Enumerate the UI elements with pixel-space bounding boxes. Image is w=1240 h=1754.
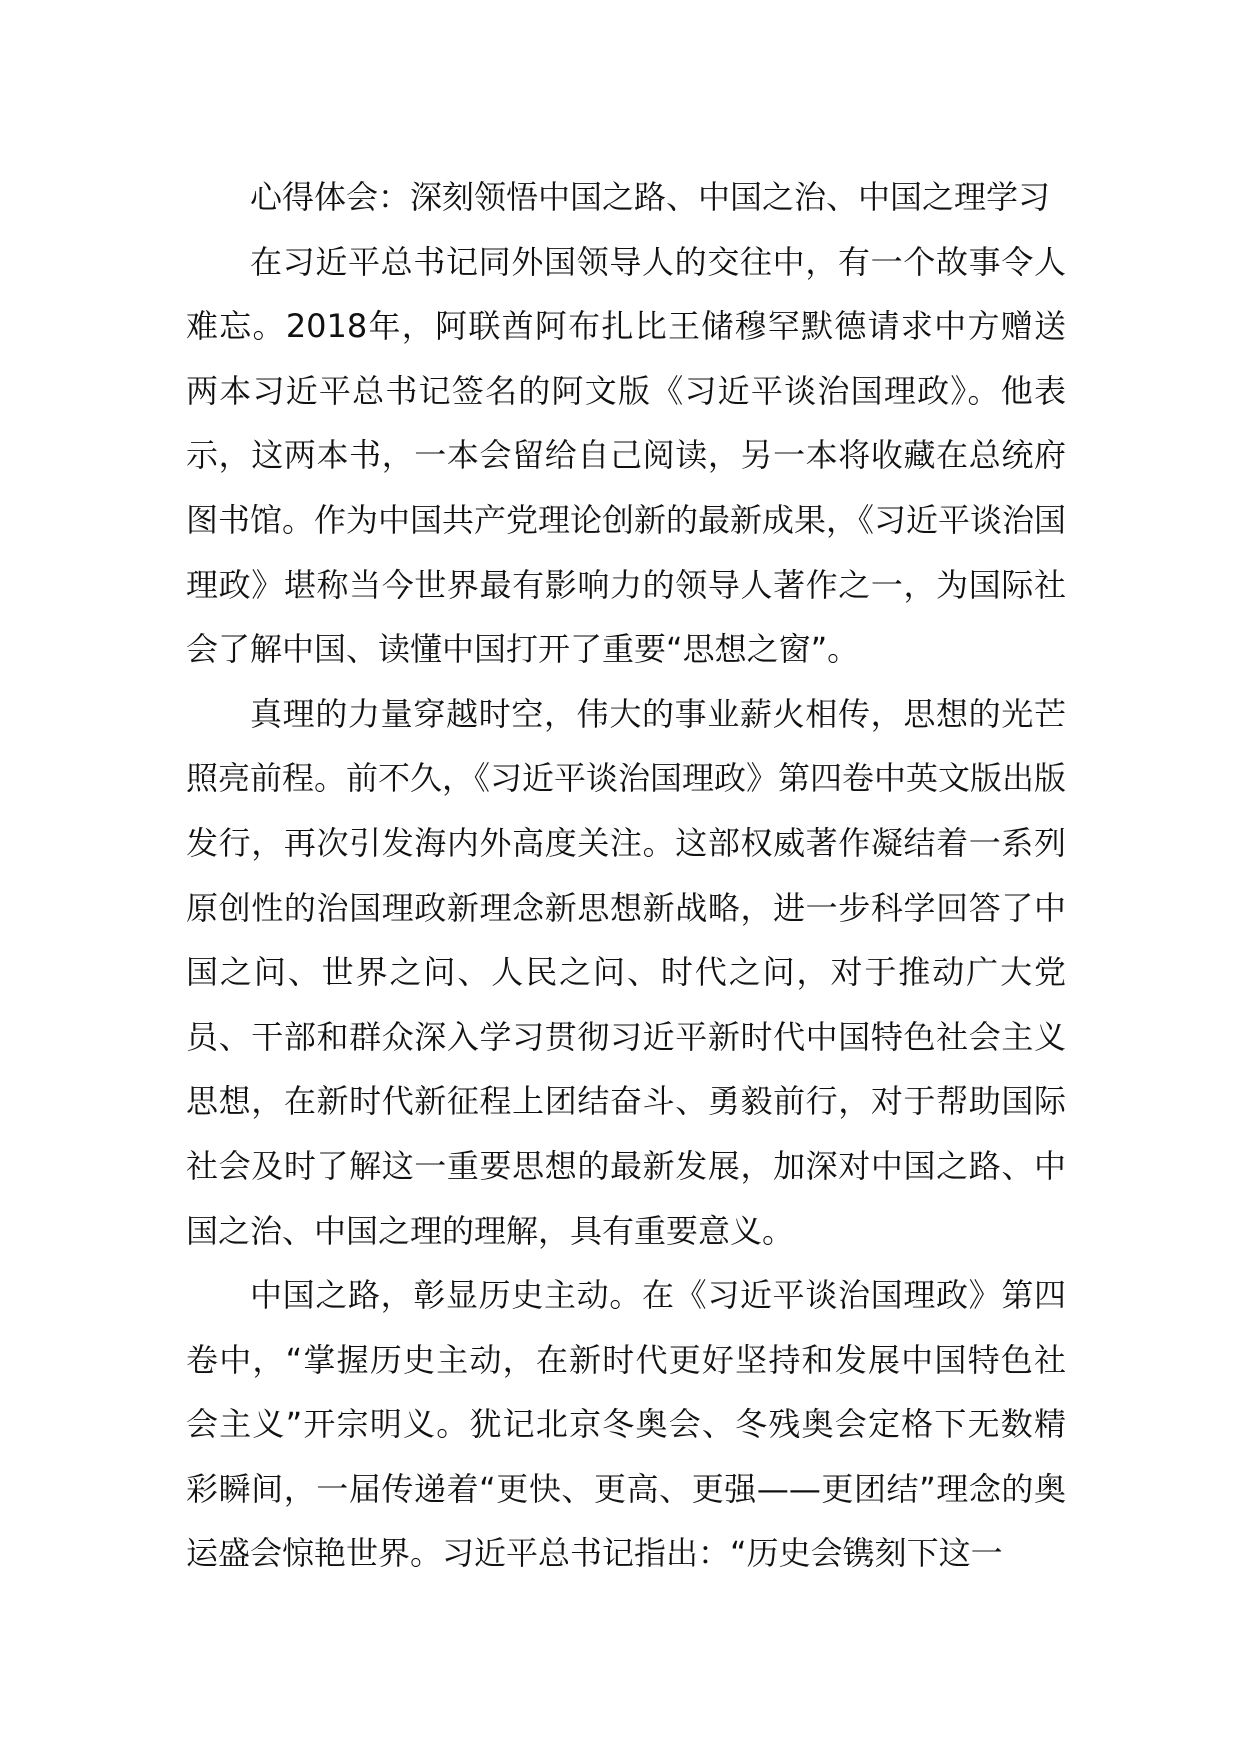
paragraph-1: 在习近平总书记同外国领导人的交往中，有一个故事令人难忘。2018年，阿联酋阿布扎比王储穆罕默德请求中方赠送两本习近平总书记签名的阿文版《习近平谈治国理政》。他表示，这两本书，一本会留给自己阅读，另一本将收藏在总统府图书馆。作为中国共产党理论创新的最新成果，《习近平谈治国理政》堪称当今世界最有影响力的领导人著作之一，为国际社会了解中国、读懂中国打开了重要“思想之窗”。 xyxy=(186,242,1067,669)
document-title: 心得体会：深刻领悟中国之路、中国之治、中国之理学习 xyxy=(250,178,1051,216)
paragraph-2: 真理的力量穿越时空，伟大的事业薪火相传，思想的光芒照亮前程。前不久，《习近平谈治国理政》第四卷中英文版出版发行，再次引发海内外高度关注。这部权威著作凝结着一系列原创性的治国理政新理念新思想新战略，进一步科学回答了中国之问、世界之问、人民之问、时代之问，对于推动广大党员、干部和群众深入学习贯彻习近平新时代中国特色社会主义思想，在新时代新征程上团结奋斗、勇毅前行，对于帮助国际社会及时了解这一重要思想的最新发展，加深对中国之路、中国之治、中国之理的理解，具有重要意义。 xyxy=(186,694,1067,1250)
paragraph-3: 中国之路，彰显历史主动。在《习近平谈治国理政》第四卷中，“掌握历史主动，在新时代更好坚持和发展中国特色社会主义”开宗明义。犹记北京冬奥会、冬残奥会定格下无数精彩瞬间，一届传递着“更快、更高、更强——更团结”理念的奥运盛会惊艳世界。习近平总书记指出：“历史会镌刻下这一 xyxy=(186,1276,1066,1573)
document-page xyxy=(186,165,1066,1586)
